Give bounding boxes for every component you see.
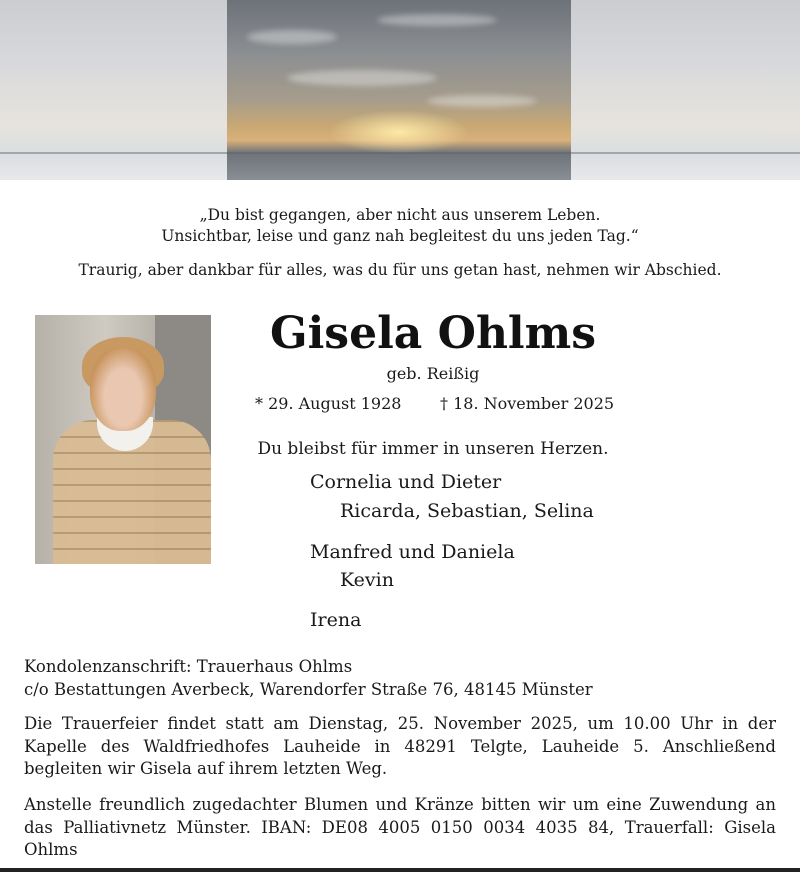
death-date: † 18. November 2025	[440, 394, 615, 413]
farewell-line: Traurig, aber dankbar für alles, was du für uns getan hast, nehmen wir Abschied.	[78, 261, 722, 279]
horizon-line	[0, 152, 800, 154]
family-group-2-children: Kevin	[340, 569, 394, 591]
birth-date: * 29. August 1928	[255, 394, 402, 413]
header-banner-image	[0, 0, 800, 180]
funeral-paragraph: Die Trauerfeier findet statt am Dienstag, 25. November 2025, um 10.00 Uhr in der Kapelle des Waldfriedhofes Lauheide in 48291 Telgte, Lauheide 5. Anschließend begleiten wir Gisela auf ihrem letzten Weg.	[24, 714, 776, 778]
condolence-address-line-1: Kondolenzanschrift: Trauerhaus Ohlms	[24, 657, 353, 676]
quote-line-2: Unsichtbar, leise und ganz nah begleitest du uns jeden Tag.“	[161, 227, 639, 245]
motto: Du bleibst für immer in unseren Herzen.	[257, 439, 609, 459]
bottom-border	[0, 868, 800, 872]
birth-name: geb. Reißig	[386, 364, 480, 383]
family-group-1-children: Ricarda, Sebastian, Selina	[340, 500, 594, 522]
family-group-1: Cornelia und Dieter	[310, 471, 502, 493]
quote-line-1: „Du bist gegangen, aber nicht aus unserem Leben.	[199, 206, 601, 224]
portrait-photo	[35, 315, 211, 564]
family-group-2: Manfred und Daniela	[310, 541, 515, 563]
deceased-name: Gisela Ohlms	[270, 308, 596, 359]
condolence-address-line-2: c/o Bestattungen Averbeck, Warendorfer Straße 76, 48145 Münster	[24, 680, 593, 699]
family-group-3: Irena	[310, 609, 362, 631]
donation-paragraph: Anstelle freundlich zugedachter Blumen und Kränze bitten wir um eine Zuwendung an das Palliativnetz Münster. IBAN: DE08 4005 0150 0034 4035 84, Trauerfall: Gisela Ohlms	[24, 795, 776, 859]
